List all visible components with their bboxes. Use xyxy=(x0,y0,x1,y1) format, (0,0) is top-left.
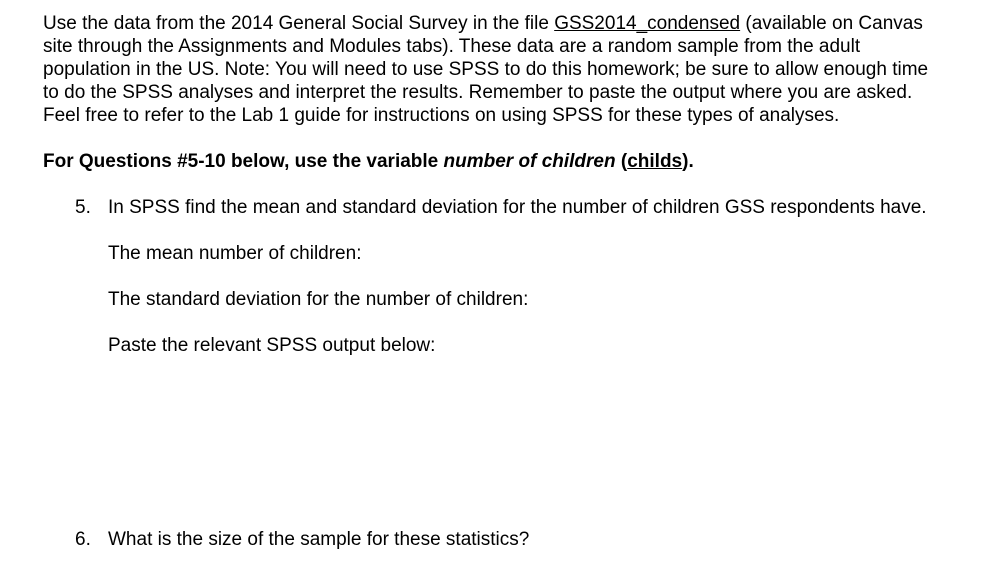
instruction-close-paren: ). xyxy=(682,151,694,172)
instruction-prefix: For Questions #5-10 below, use the variable xyxy=(43,151,444,172)
document-page xyxy=(43,12,943,550)
std-dev-prompt: The standard deviation for the number of children: xyxy=(108,289,529,310)
intro-text-start: Use the data from the 2014 General Social Survey in the file xyxy=(43,13,555,34)
question-6-number: 6. xyxy=(75,529,91,550)
question-5-text: In SPSS find the mean and standard deviation for the number of children GSS respondents have. xyxy=(108,197,927,218)
question-5 xyxy=(43,196,943,219)
instruction-open-paren: ( xyxy=(615,151,628,172)
paste-output-prompt: Paste the relevant SPSS output below: xyxy=(108,335,436,356)
file-link[interactable]: GSS2014_condensed xyxy=(554,13,741,34)
variable-name: number of children xyxy=(443,151,616,172)
questions-instruction xyxy=(43,150,943,173)
mean-prompt: The mean number of children: xyxy=(108,243,362,264)
intro-text-end: (available on Canvas site through the Assignments and Modules tabs). These data are a random sample from the adult population in the US. Note: You will need to use SPSS to do this homework; be sure to allow enough time to do the SPSS analyses and interpret the results. Remember to paste the output where you are asked. Feel free to refer to the Lab 1 guide for instructions on using SPSS for these types of analyses. xyxy=(43,13,929,126)
variable-code: childs xyxy=(627,151,683,172)
intro-paragraph xyxy=(43,12,943,127)
question-6 xyxy=(43,528,985,551)
question-6-text: What is the size of the sample for these statistics? xyxy=(108,529,530,550)
question-5-number: 5. xyxy=(75,197,91,218)
